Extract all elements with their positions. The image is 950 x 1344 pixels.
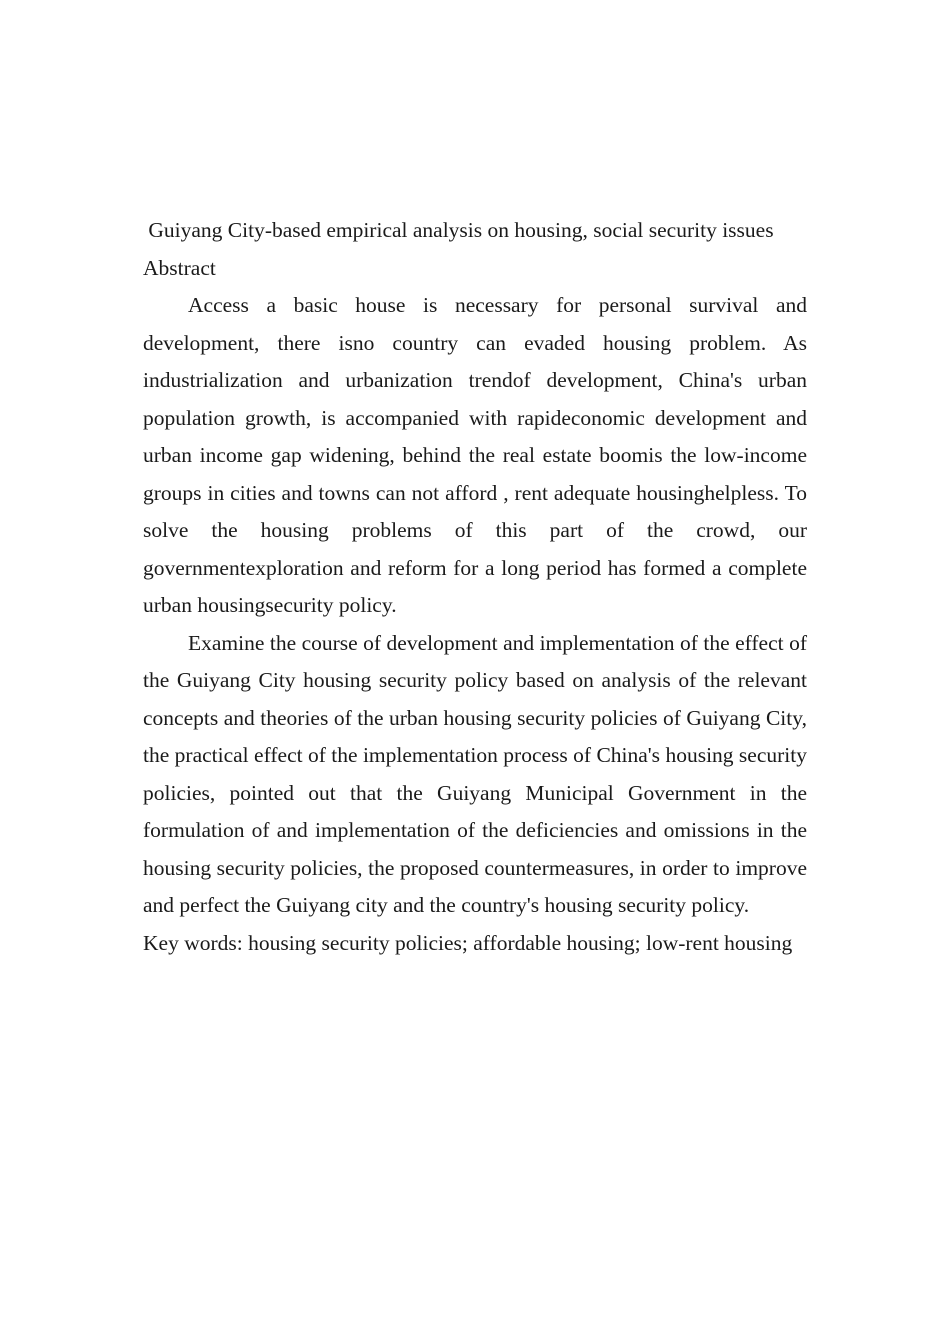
abstract-heading: Abstract bbox=[143, 255, 216, 280]
abstract-paragraph-2: Examine the course of development and implementation of the effect of the Guiyang City housing security policy based on analysis of the relevant concepts and theories of the urban housing security policies of Guiyang City, the practical effect of the implementation process of China's housing security policies, pointed out that the Guiyang Municipal Government in the formulation of and implementation of the deficiencies and omissions in the housing security policies, the proposed countermeasures, in order to improve and perfect the Guiyang city and the country's housing security policy. bbox=[143, 630, 813, 917]
document-content bbox=[143, 212, 813, 962]
document-title: Guiyang City-based empirical analysis on housing, social security issues bbox=[143, 218, 774, 242]
keywords-line: Key words: housing security policies; affordable housing; low-rent housing bbox=[143, 930, 793, 955]
abstract-paragraph-1: Access a basic house is necessary for personal survival and development, there isno country can evaded housing problem. As industrialization and urbanization trendof development, China's urban population growth, is accompanied with rapideconomic development and urban income gap widening, behind the real estate boomis the low-income groups in cities and towns can not afford , rent adequate housinghelpless. To solve the housing problems of this part of the crowd, our governmentexploration and reform for a long period has formed a complete urban housingsecurity policy. bbox=[143, 293, 813, 617]
